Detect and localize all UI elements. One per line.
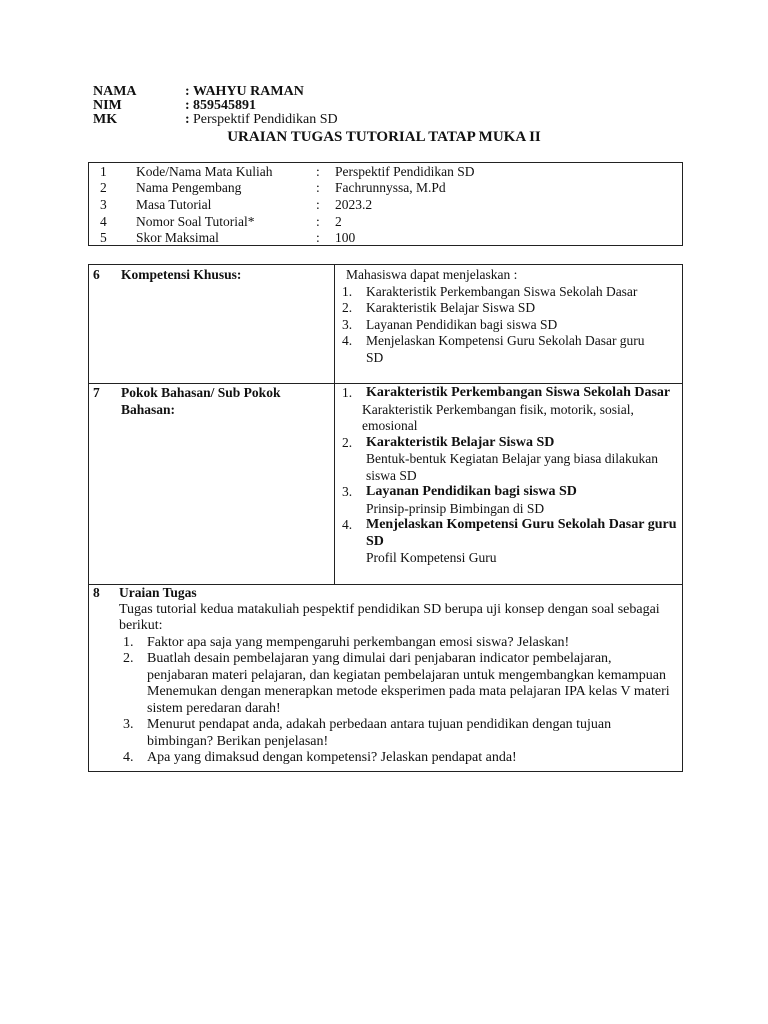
item-text: Menjelaskan Kompetensi Guru Sekolah Dasar guru SD bbox=[366, 333, 645, 365]
section6-list bbox=[342, 284, 660, 367]
item-title: Karakteristik Belajar Siswa SD bbox=[366, 434, 555, 450]
info-value: Fachrunnyssa, M.Pd bbox=[335, 180, 446, 195]
item-title: Karakteristik Perkembangan Siswa Sekolah Dasar bbox=[366, 385, 671, 400]
item-subtitle: Prinsip-prinsip Bimbingan di SD bbox=[366, 500, 545, 516]
section7-num: 7 bbox=[93, 385, 100, 400]
section8-num: 8 bbox=[93, 585, 100, 600]
list-item bbox=[123, 750, 671, 767]
list-item bbox=[342, 300, 660, 317]
nim-row bbox=[93, 99, 338, 113]
item-number: 3. bbox=[342, 316, 353, 332]
list-item bbox=[342, 385, 682, 435]
section6-label: Kompetensi Khusus: bbox=[121, 267, 242, 282]
section6-num: 6 bbox=[93, 267, 100, 282]
info-colon: : bbox=[316, 214, 320, 229]
section6-intro: Mahasiswa dapat menjelaskan : bbox=[346, 267, 518, 282]
item-text: Layanan Pendidikan bagi siswa SD bbox=[366, 316, 558, 332]
item-number: 1. bbox=[342, 283, 353, 299]
mk-label: MK bbox=[93, 112, 118, 127]
info-row bbox=[89, 179, 682, 196]
section8-content bbox=[119, 585, 679, 767]
info-field: Nomor Soal Tutorial* bbox=[136, 214, 255, 229]
info-colon: : bbox=[316, 230, 320, 245]
item-number: 1. bbox=[342, 385, 353, 400]
item-text: Buatlah desain pembelajaran yang dimulai dari penjabaran indicator pembelajaran, penjabaran materi pelajaran, dan kegiatan pembelajaran untuk mengembangkan kemampuan Menemukan dengan menerapkan metode eksperimen pada mata pelajaran IPA kelas V materi sistem peredaran darah! bbox=[147, 651, 670, 716]
info-colon: : bbox=[316, 164, 320, 179]
info-value: Perspektif Pendidikan SD bbox=[335, 164, 475, 179]
list-item bbox=[342, 484, 682, 517]
item-title: Layanan Pendidikan bagi siswa SD bbox=[366, 484, 577, 499]
section8-intro: Tugas tutorial kedua matakuliah pespektif pendidikan SD berupa uji konsep dengan soal sebagai berikut: bbox=[119, 601, 660, 633]
info-value: 2023.2 bbox=[335, 197, 373, 212]
item-number: 4. bbox=[342, 517, 353, 532]
item-number: 4. bbox=[123, 750, 134, 765]
item-text: Menurut pendapat anda, adakah perbedaan antara tujuan pendidikan dengan tujuan bimbingan? Berikan penjelasan! bbox=[147, 717, 612, 749]
info-row bbox=[89, 213, 682, 230]
section8-list bbox=[123, 635, 671, 767]
info-value: 100 bbox=[335, 230, 356, 245]
section8-label: Uraian Tugas bbox=[119, 585, 197, 600]
item-subtitle: Profil Kompetensi Guru bbox=[366, 550, 497, 565]
info-field: Skor Maksimal bbox=[136, 230, 219, 245]
item-number: 2. bbox=[342, 434, 353, 450]
list-item bbox=[123, 635, 671, 652]
list-item bbox=[342, 284, 660, 301]
item-number: 3. bbox=[123, 717, 134, 732]
info-num: 5 bbox=[100, 230, 107, 245]
nama-colon: : bbox=[185, 84, 190, 99]
column-divider bbox=[334, 265, 335, 584]
mk-row bbox=[93, 113, 338, 127]
item-text: Karakteristik Belajar Siswa SD bbox=[366, 300, 536, 315]
list-item bbox=[342, 517, 682, 567]
mk-value: Perspektif Pendidikan SD bbox=[193, 112, 338, 127]
list-item bbox=[123, 717, 671, 750]
info-row bbox=[89, 229, 682, 246]
item-number: 2. bbox=[123, 651, 134, 666]
nama-row bbox=[93, 85, 338, 99]
mk-colon: : bbox=[185, 112, 190, 127]
row-divider bbox=[89, 383, 682, 384]
list-item bbox=[342, 317, 660, 334]
item-number: 1. bbox=[123, 634, 134, 650]
info-value: 2 bbox=[335, 214, 342, 229]
nim-label: NIM bbox=[93, 98, 122, 113]
info-num: 1 bbox=[100, 164, 107, 179]
info-row bbox=[89, 196, 682, 213]
section7-label: Pokok Bahasan/ Sub Pokok Bahasan: bbox=[121, 385, 281, 417]
list-item bbox=[342, 333, 660, 366]
section7-list bbox=[342, 385, 682, 567]
main-table bbox=[88, 264, 683, 772]
nim-value: 859545891 bbox=[193, 98, 256, 113]
info-num: 3 bbox=[100, 197, 107, 212]
nama-label: NAMA bbox=[93, 84, 137, 99]
item-number: 2. bbox=[342, 300, 353, 315]
info-num: 2 bbox=[100, 180, 107, 195]
list-item bbox=[123, 651, 671, 717]
student-header bbox=[93, 85, 338, 127]
info-field: Nama Pengembang bbox=[136, 180, 242, 195]
item-subtitle: Bentuk-bentuk Kegiatan Belajar yang biasa dilakukan siswa SD bbox=[366, 451, 659, 483]
item-number: 4. bbox=[342, 333, 353, 348]
nim-colon: : bbox=[185, 98, 190, 113]
info-field: Masa Tutorial bbox=[136, 197, 212, 212]
item-text: Karakteristik Perkembangan Siswa Sekolah Dasar bbox=[366, 283, 638, 299]
item-number: 3. bbox=[342, 484, 353, 499]
item-text: Faktor apa saja yang mempengaruhi perkembangan emosi siswa? Jelaskan! bbox=[147, 634, 570, 650]
item-title: Menjelaskan Kompetensi Guru Sekolah Dasar guru SD bbox=[366, 517, 677, 549]
info-row bbox=[89, 163, 682, 180]
document-title: URAIAN TUGAS TUTORIAL TATAP MUKA II bbox=[227, 129, 541, 145]
item-text: Apa yang dimaksud dengan kompetensi? Jelaskan pendapat anda! bbox=[147, 750, 517, 765]
section6-content bbox=[342, 267, 676, 366]
nama-value: WAHYU RAMAN bbox=[193, 84, 304, 99]
item-subtitle: Karakteristik Perkembangan fisik, motorik, sosial, emosional bbox=[362, 401, 634, 433]
info-colon: : bbox=[316, 197, 320, 212]
info-field: Kode/Nama Mata Kuliah bbox=[136, 164, 273, 179]
info-table bbox=[88, 162, 683, 246]
info-num: 4 bbox=[100, 214, 107, 229]
list-item bbox=[342, 435, 682, 485]
info-colon: : bbox=[316, 180, 320, 195]
